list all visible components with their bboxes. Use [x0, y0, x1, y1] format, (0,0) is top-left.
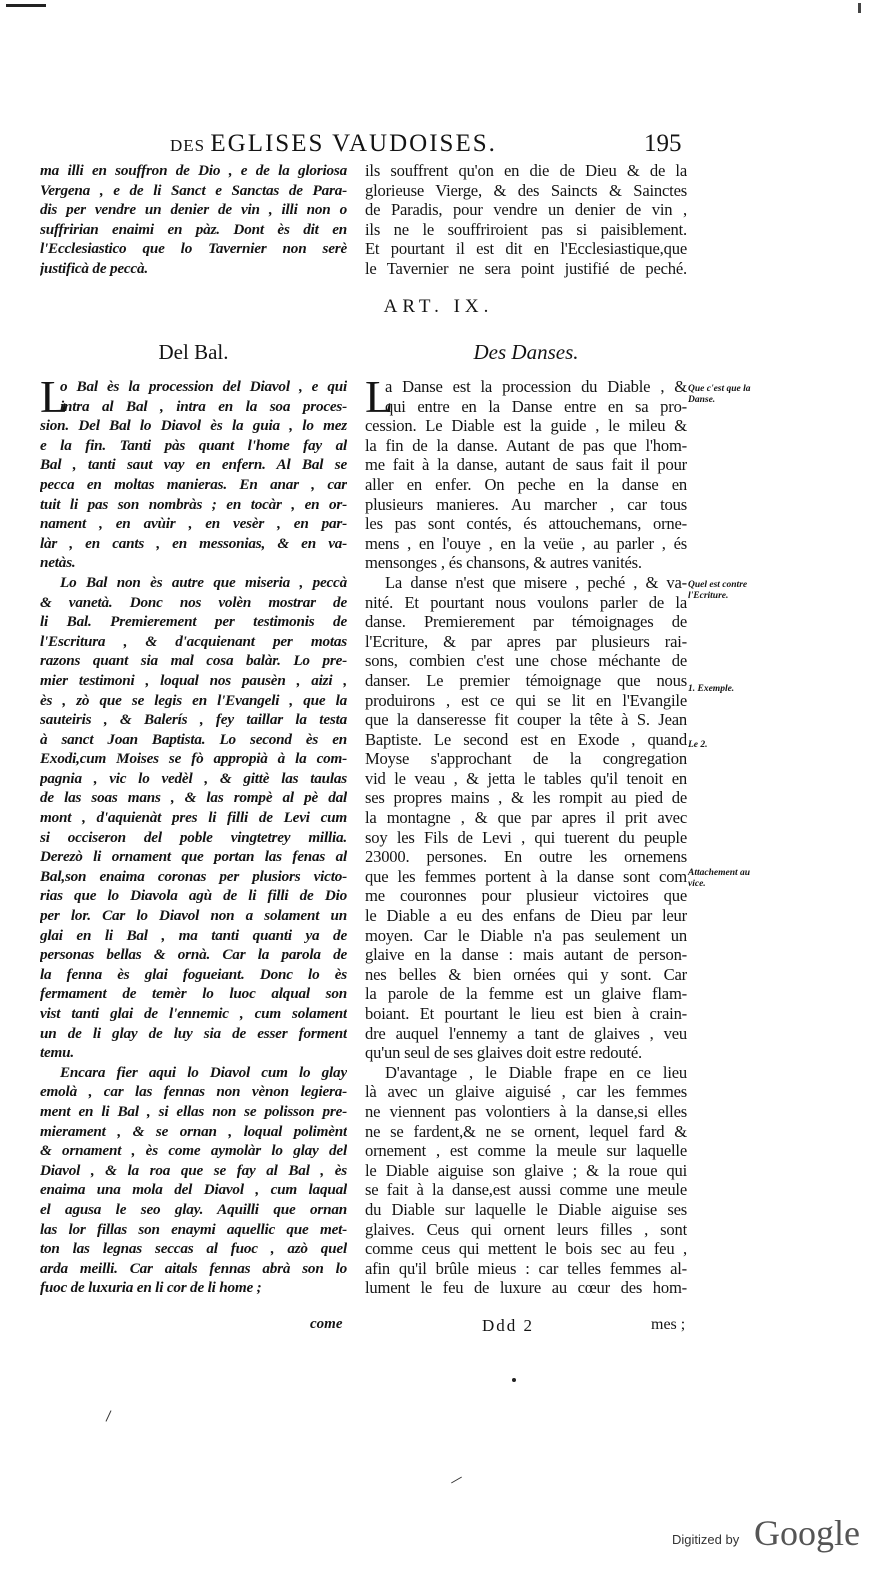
text-line: razons quant sia mal cosa balàr. Lo pre-	[40, 652, 347, 670]
article-heading: ART. IX.	[383, 296, 494, 317]
text-line: la parole de la femme est un glaive flam-	[365, 984, 687, 1004]
text-line: Moyse s'approchant de la congregation	[365, 749, 687, 769]
text-line: se fait à la danse,est aussi comme une meule	[365, 1180, 687, 1200]
text-line: que les femmes portent à la danse sont com	[365, 866, 687, 886]
text-line: glaives. Ceus qui ornent leurs filles , sont	[365, 1219, 687, 1239]
text-line: li Bal. Premierement per testimonis de	[40, 613, 347, 631]
ink-stroke	[451, 1477, 462, 1484]
text-line: la fenna ès glai fogueiant. Donc lo ès	[40, 965, 347, 983]
text-line: Encara fier aqui lo Diavol cum lo glay	[60, 1063, 347, 1081]
section-heading-french: Des Danses.	[473, 340, 579, 364]
text-line: nité. Et pourtant nous voulons parler de la	[365, 592, 687, 612]
body-column-french	[365, 371, 687, 1298]
text-line: ses propres mains , & les rompit au pied de	[365, 788, 687, 808]
text-line: nament , en avùir , en vesèr , en par-	[40, 515, 347, 533]
text-line: si occiseron del poble vingtetrey millia.	[40, 828, 347, 846]
text-line: Derezò li ornament que portan las fenas al	[40, 848, 347, 866]
margin-note: Quel est contre l'Ecriture.	[688, 580, 748, 601]
text-line: & vanetà. Donc nos volèn mostrar de	[40, 593, 347, 611]
text-line: o Bal ès la procession del Diavol , e qui	[60, 378, 347, 395]
text-line: D'avantage , le Diable frape en ce lieu	[385, 1062, 687, 1082]
text-line: mont , d'aquienàt pres li filli de Levi cum	[40, 809, 347, 827]
watermark-label: Digitized by	[672, 1532, 740, 1547]
text-line: ma illi en souffron de Dio , e de la gloriosa	[40, 162, 347, 179]
text-line: l'Ecriture, & par apres par plusieurs rai-	[365, 631, 687, 651]
text-line: afin qu'il brûle mieus : car telles femmes al-	[365, 1258, 687, 1278]
text-line: du Diable sur laquelle le Diable aiguise ses	[365, 1199, 687, 1219]
text-line: me fait à la danse, autant de saus fait il pour	[365, 455, 687, 475]
text-line: les pas sont contés, és attouchemans, orne-	[365, 514, 687, 534]
running-title: DES EGLISES VAUDOISES.	[170, 130, 497, 157]
ink-speck	[512, 1378, 516, 1382]
text-line: pagnia , vic lo vedèl , & gittè las taulas	[40, 769, 347, 787]
text-line: sons, combien c'est une chose méchante de	[365, 651, 687, 671]
running-head	[40, 130, 740, 164]
text-line: netàs.	[40, 554, 76, 572]
text-line: Bal,son enaima coronas per plusiors victo-	[40, 867, 347, 885]
catchword-french: mes ;	[651, 1316, 686, 1333]
text-line: soy les Fils de Levi , qui tuerent du peuple	[365, 827, 687, 847]
text-line: le Diable aiguise son glaive ; & la roue qui	[365, 1160, 687, 1180]
text-line: ne viennent pas volontiers à la danse,si elles	[365, 1101, 687, 1121]
text-line: Lo Bal non ès autre que miseria , peccà	[60, 573, 347, 591]
text-line: produirons , est ce qui se lit en l'Evangile	[365, 690, 687, 710]
text-line: là avec un glaive aiguisé , car les femmes	[365, 1082, 687, 1102]
text-line: ment en li Bal , si ellas non se polisson pre-	[40, 1102, 347, 1120]
text-line: personas bellas & ornà. Car la parola de	[40, 946, 347, 964]
text-line: Diavol , & la roa que se fay al Bal , ès	[40, 1161, 347, 1179]
text-line: las lor fillas son enaymi aquellic que met-	[40, 1220, 347, 1238]
section-heading-occitan: Del Bal.	[158, 340, 229, 364]
text-line: cession. Le Diable est la guide , le mileu &	[365, 416, 687, 436]
text-line: rias que lo Diavola agù de li filli de Dio	[40, 887, 347, 905]
top-passage-french	[365, 161, 687, 279]
text-line: a Danse est la procession du Diable , &	[385, 377, 687, 396]
text-line: sion. Del Bal lo Diavol ès la guia , lo mez	[40, 417, 347, 435]
text-line: moyen. Car le Diable n'a pas seulement un	[365, 925, 687, 945]
text-line: ils souffrent qu'on en die de Dieu & de la	[365, 161, 687, 180]
text-line: enaima una mola del Diavol , cum laqual	[40, 1181, 347, 1199]
text-line: danse. Premierement par témoignages de	[365, 612, 687, 632]
text-line: la montagne , & que par apres il prit avec	[365, 808, 687, 828]
text-line: boiant. Et pourtant le lieu est bien à crain-	[365, 1004, 687, 1023]
margin-note: Le 2.	[688, 740, 708, 750]
text-line: Vergena , e de li Sanct e Sanctas de Para-	[40, 181, 347, 199]
text-line: Exodi,cum Moises se fò appropià à la com-	[40, 750, 347, 768]
watermark-logo: Google	[754, 1513, 860, 1553]
text-line: Bal , tanti saut vay en enfern. Al Bal se	[40, 456, 347, 474]
text-line: arda meilli. Car aitals fennas abrà son lo	[40, 1259, 347, 1277]
text-line: de las soas mans , & las rompè al pè dal	[40, 789, 347, 807]
text-line: el agusa le seo glay. Aquilli que ornan	[40, 1200, 347, 1218]
text-line: mier testimoni , loqual nos pausèn , aizi ,	[40, 671, 347, 689]
text-line: emolà , car las fennas non vènon legiera-	[40, 1083, 347, 1101]
text-line: ils ne le souffriroient pas si paisiblement.	[365, 219, 687, 239]
margin-note: 1. Exemple.	[688, 684, 735, 694]
text-line: ne se fardent,& ne se ornent, lequel fard &	[365, 1121, 687, 1141]
text-line: glorieuse Vierge, & des Saincts & Sainctes	[365, 180, 687, 200]
text-line: que la danseresse fit couper la tête à S. Jean	[365, 710, 687, 730]
text-line: intra al Bal , intra en la soa proces-	[60, 397, 347, 415]
text-line: glaive en la danse : mais autant de person-	[365, 945, 687, 965]
drop-capital: L	[365, 371, 393, 422]
text-line: comme ceus qui mettent le bois sec au feu ,	[365, 1239, 687, 1259]
text-line: mens , en l'ouye , en la veüe , au parler , és	[365, 533, 687, 553]
text-line: plusieurs manieres. Au marcher , car tous	[365, 494, 687, 514]
text-line: Et pourtant il est dit en l'Ecclesiastique,que	[365, 239, 687, 259]
text-line: justificà de peccà.	[40, 259, 148, 277]
text-line: pecca en moltas manieras. En anar , car	[40, 475, 347, 493]
text-line: un de li glay de luy sia de esser forment	[40, 1024, 347, 1042]
body-column-occitan	[40, 371, 347, 1298]
digitized-watermark	[672, 1512, 872, 1562]
margin-note: Que c'est que la Danse.	[688, 384, 751, 405]
text-line: 23000. persones. En outre les ornemens	[365, 847, 687, 867]
text-line: l'Ecclesiastico que lo Tavernier non serè	[40, 240, 347, 258]
text-line: le Tavernier ne sera point justifié de peché.	[365, 258, 687, 278]
text-line: lument le feu de luxure au cœur des hom-	[365, 1278, 687, 1298]
text-line: mensonges , és chansons, & autres vanités.	[365, 553, 642, 573]
text-line: vist tanti glai de l'ennemic , cum solament	[40, 1005, 347, 1022]
text-line: ton las legnas seccas al fuoc , azò quel	[40, 1240, 347, 1258]
text-line: danser. Le premier témoignage que nous	[365, 670, 687, 690]
text-line: Baptiste. Le second est en Exode , quand	[365, 729, 687, 749]
text-line: & ornament , ès come aymolàr lo glay del	[40, 1142, 347, 1160]
text-line: le Diable a eu des enfans de Dieu par leur	[365, 906, 687, 926]
text-line: suffririan enaimi en pàz. Dont ès dit en	[40, 220, 347, 238]
text-line: sauteiris , & Balerís , fey taillar la testa	[40, 711, 347, 729]
text-line: la fin de la danse. Autant de pas que l'hom-	[365, 435, 687, 455]
text-line: qui entre en la Danse entre en sa pro-	[385, 396, 687, 416]
text-line: vid le veau , & jetta le tables qu'il tenoit en	[365, 768, 687, 788]
top-passage-occitan	[40, 161, 347, 279]
text-line: temu.	[40, 1044, 75, 1062]
scan-edge-mark	[6, 4, 46, 7]
text-line: ès , zò que se legis en l'Evangeli , que la	[40, 691, 347, 709]
text-line: me couronnes pour plusieur victoires que	[365, 886, 687, 906]
margin-note: Attachement au vice.	[688, 868, 751, 889]
text-line: de Paradis, pour vendre un denier de vin ,	[365, 200, 687, 220]
text-line: fuoc de luxuria en li cor de li home ;	[40, 1279, 262, 1297]
text-line: e la fin. Tanti pàs quant l'home fay al	[40, 436, 347, 454]
page-number: 195	[644, 130, 682, 157]
text-line: per lor. Car lo Diavol non a solament un	[40, 907, 347, 925]
text-line: La danse n'est que misere , peché , & va-	[385, 572, 687, 592]
catchword-occitan: come	[310, 1316, 343, 1332]
text-line: qu'un seul de ses glaives doit estre redouté.	[365, 1043, 642, 1063]
text-line: tuit li pas son nombràs ; en tocàr , en or-	[40, 495, 347, 513]
drop-capital: L	[40, 371, 68, 422]
ink-stroke	[106, 1410, 112, 1421]
text-line: nes belles & bien ornées qui y sont. Car	[365, 964, 687, 984]
text-line: l'Escritura , & d'acquienant per motas	[40, 632, 347, 650]
text-line: à sanct Joan Baptista. Lo second ès en	[40, 730, 347, 748]
text-line: dis per vendre un denier de vin , illi non o	[40, 201, 347, 219]
text-line: mierament , & se ornan , loqual polimènt	[40, 1122, 347, 1140]
text-line: fermament de temèr lo luoc alqual son	[40, 985, 347, 1003]
text-line: glai en li Bal , ma tanti quanti ya de	[40, 926, 347, 944]
signature-mark: Ddd 2	[482, 1316, 535, 1335]
scan-edge-mark	[858, 3, 861, 13]
text-line: dre auquel l'ennemy a tant de glaives , veu	[365, 1023, 687, 1043]
text-line: ornement , est comme la meule sur laquelle	[365, 1141, 687, 1161]
text-line: aller en enfer. On peche en la danse en	[365, 474, 687, 494]
text-line: làr , en cants , en messonias, & en va-	[40, 534, 347, 552]
